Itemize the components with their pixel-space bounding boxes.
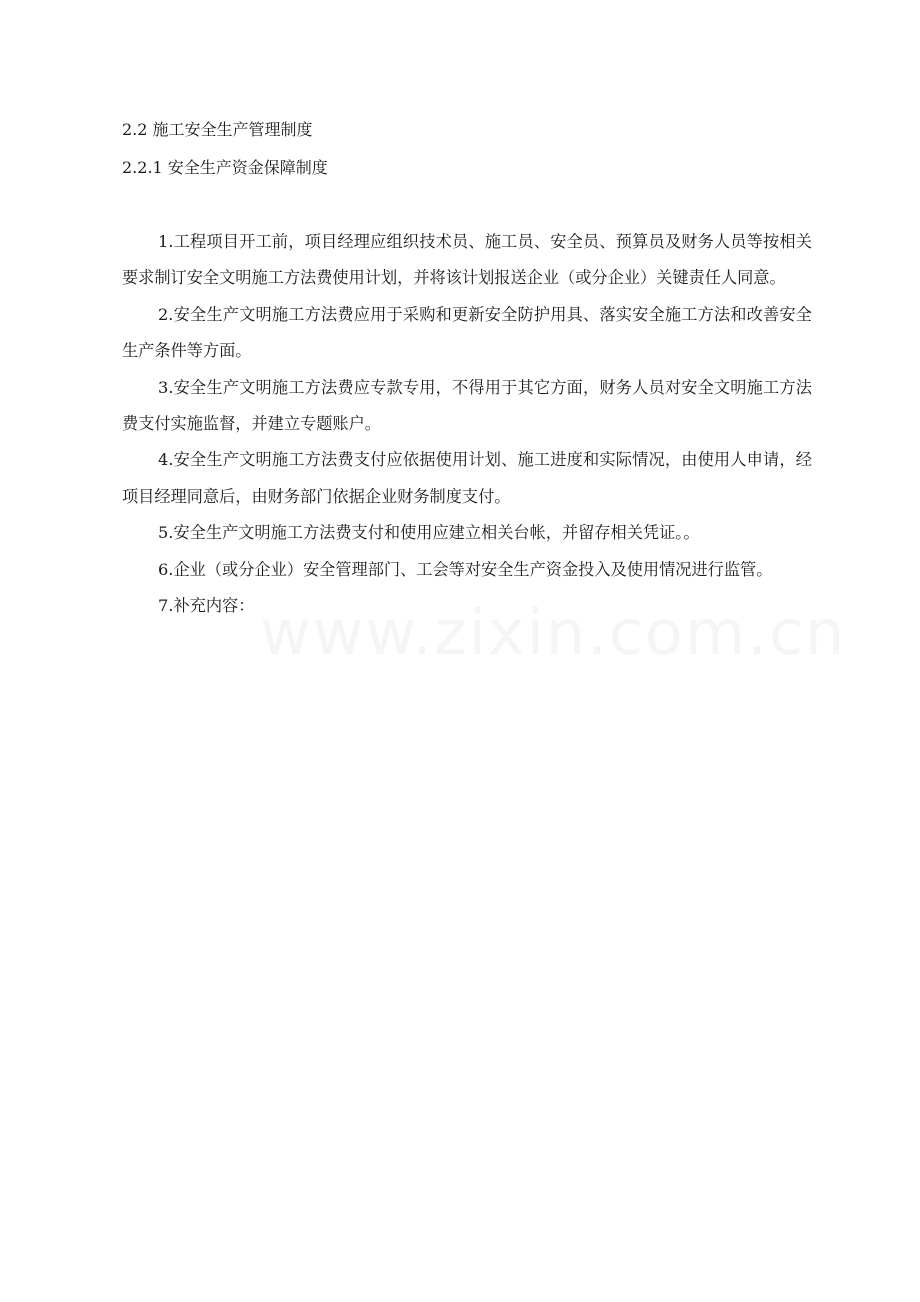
subsection-heading: 2.2.1 安全生产资金保障制度 — [122, 158, 328, 177]
section-heading: 2.2 施工安全生产管理制度 — [122, 120, 313, 139]
paragraph-7: 7.补充内容： — [158, 596, 255, 616]
paragraph-1: 1.工程项目开工前，项目经理应组织技术员、施工员、安全员、预算员及财务人员等按相关要求制订安全文明施工方法费使用计划，并将该计划报送企业（或分企业）关键责任人同意。 — [122, 232, 812, 288]
watermark: www.zixin.com.cn — [260, 596, 847, 669]
paragraph-5: 5.安全生产文明施工方法费支付和使用应建立相关台帐，并留存相关凭证。。 — [158, 523, 700, 543]
paragraph-6: 6.企业（或分企业）安全管理部门、工会等对安全生产资金投入及使用情况进行监管。 — [158, 559, 773, 579]
paragraph-2: 2.安全生产文明施工方法费应用于采购和更新安全防护用具、落实安全施工方法和改善安全生产条件等方面。 — [122, 304, 812, 361]
paragraph-3: 3.安全生产文明施工方法费应专款专用，不得用于其它方面，财务人员对安全文明施工方法费支付实施监督，并建立专题账户。 — [122, 377, 812, 434]
body-text — [122, 224, 812, 624]
paragraph-4: 4.安全生产文明施工方法费支付应依据使用计划、施工进度和实际情况，由使用人申请，经项目经理同意后，由财务部门依据企业财务制度支付。 — [122, 450, 812, 506]
